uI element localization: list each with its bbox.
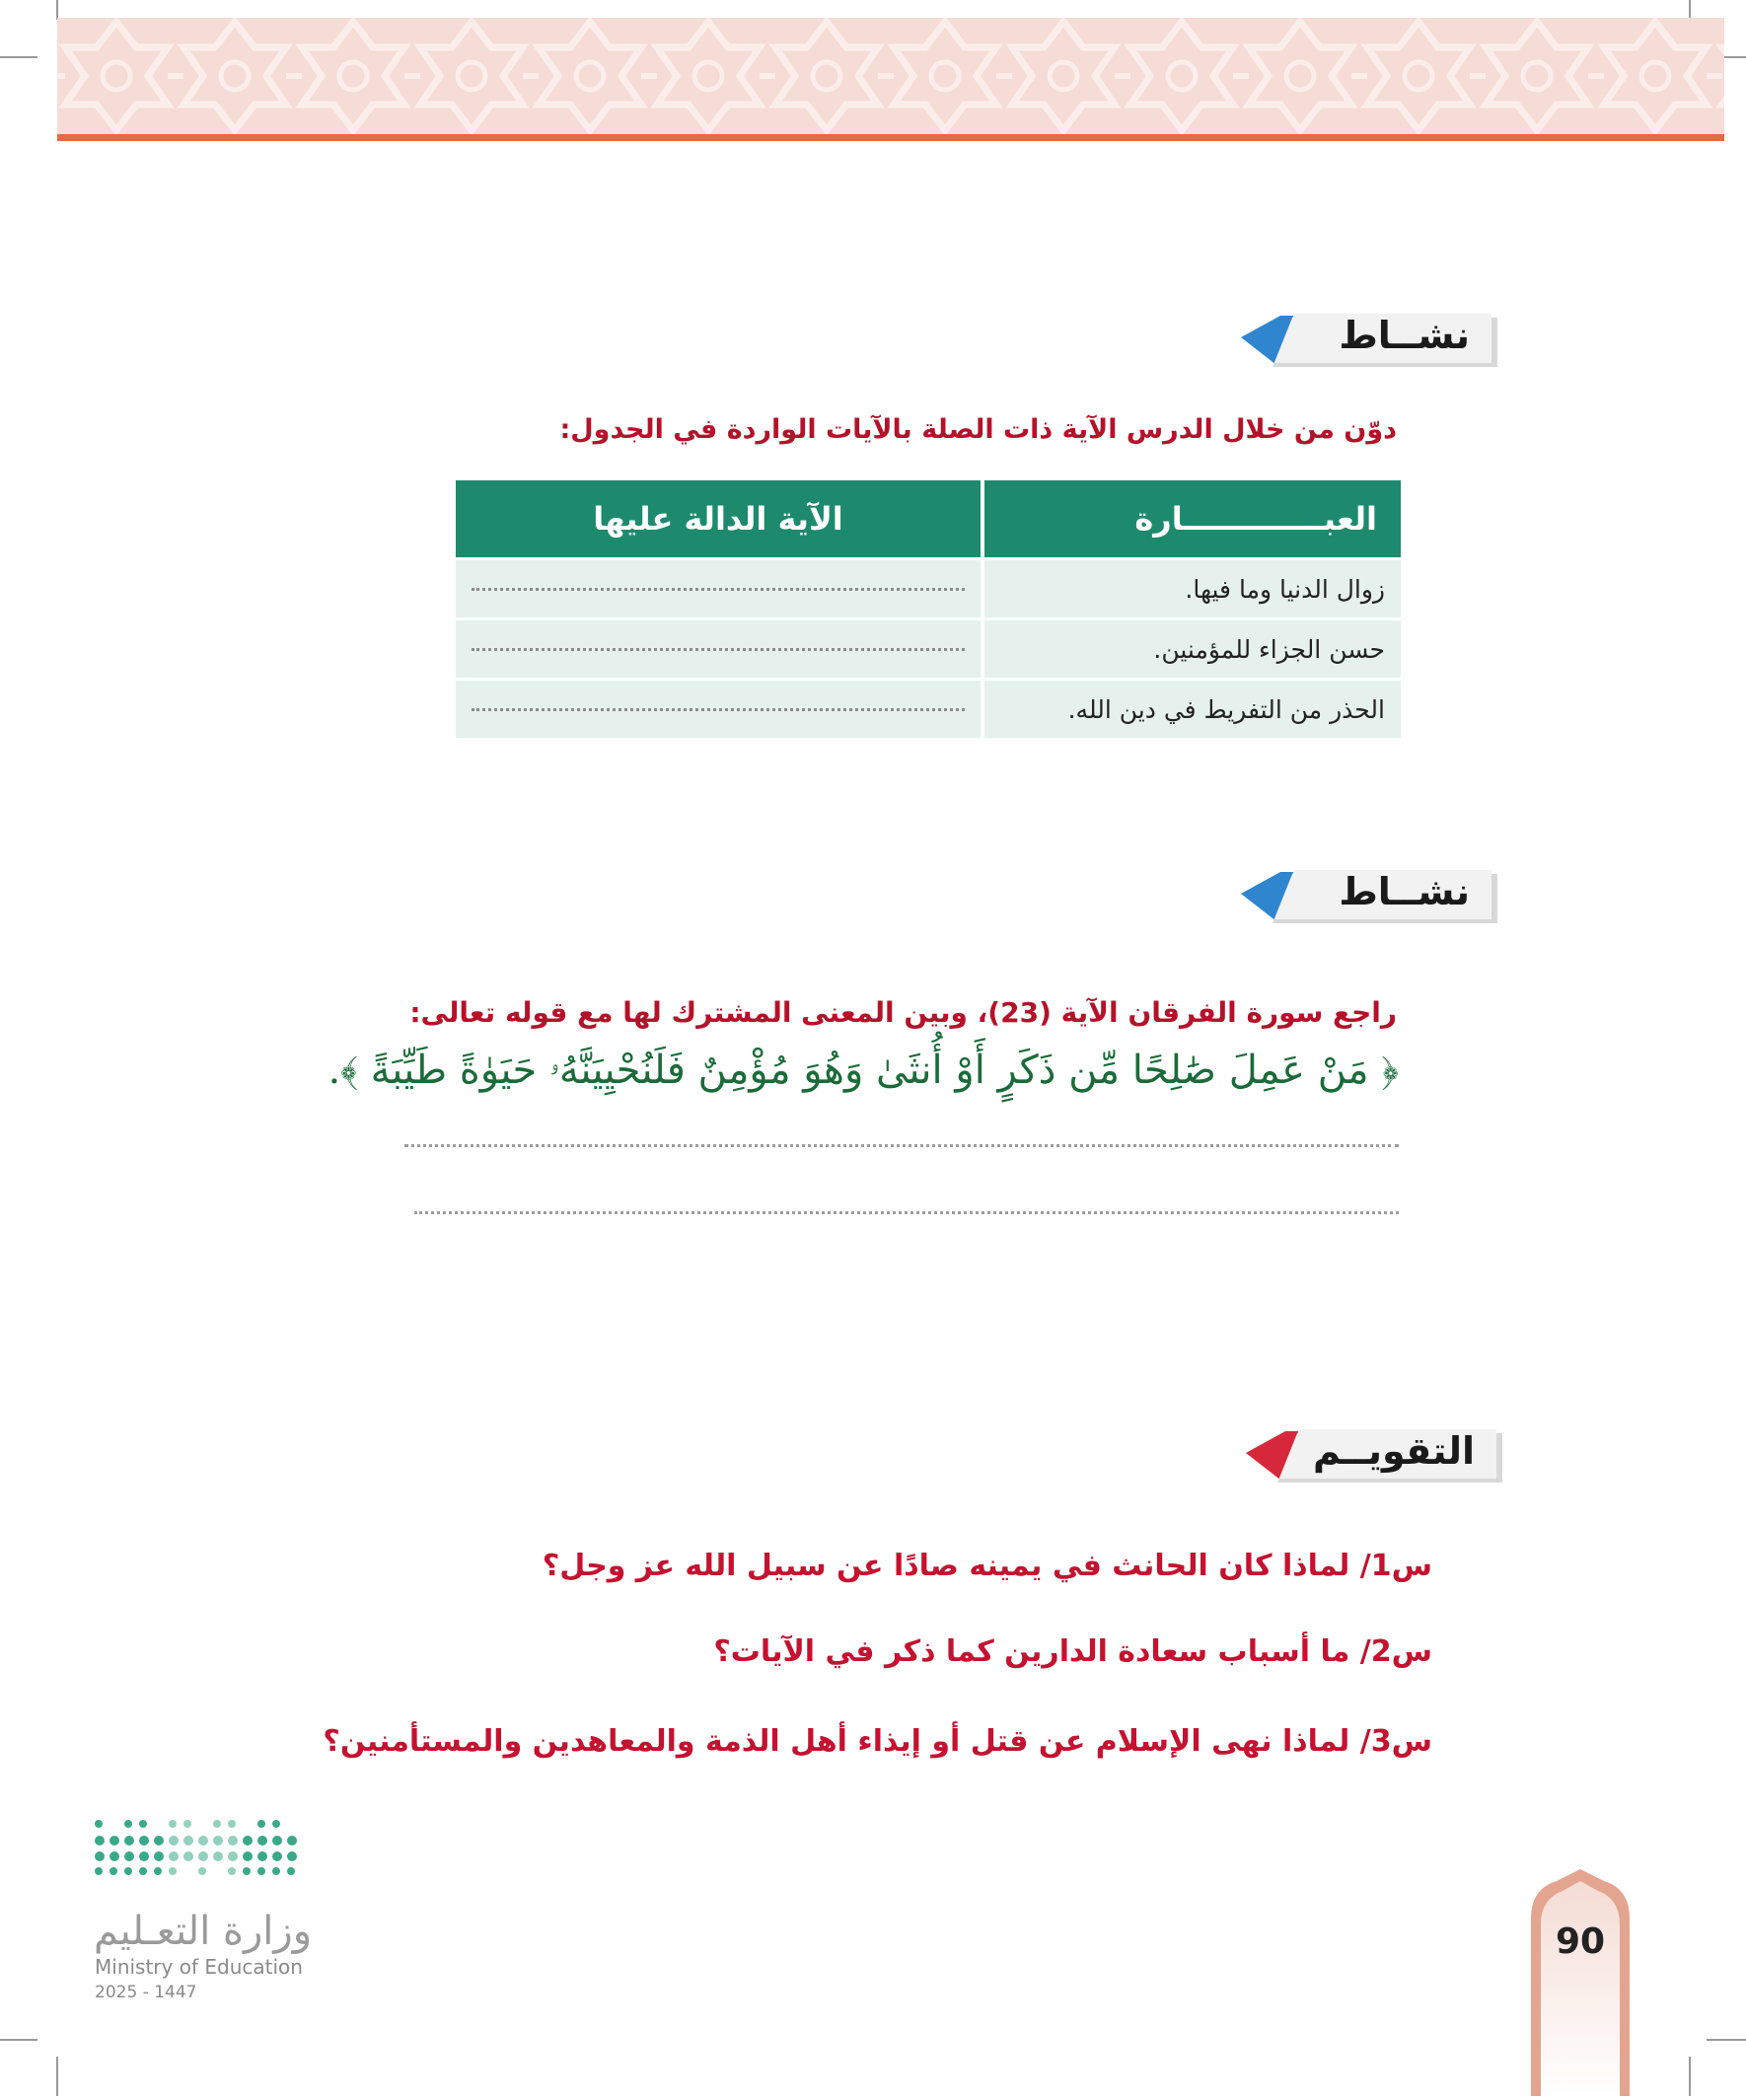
- logo-dot: [183, 1836, 193, 1846]
- logo-dot: [139, 1851, 149, 1861]
- logo-dot: [109, 1836, 119, 1846]
- logo-dot: [169, 1851, 179, 1861]
- question-text: لماذا نهى الإسلام عن قتل أو إيذاء أهل الذمة والمعاهدين والمستأمنين؟: [323, 1724, 1350, 1759]
- logo-dot: [257, 1820, 265, 1828]
- question-1: [543, 1549, 1432, 1583]
- logo-dot: [109, 1851, 119, 1861]
- logo-dot: [124, 1867, 132, 1875]
- ministry-logo-mark: [95, 1820, 312, 1899]
- ministry-name-en: Ministry of Education: [95, 1955, 303, 1979]
- question-number: س2/: [1359, 1634, 1432, 1669]
- logo-dot: [257, 1851, 267, 1861]
- crop-mark: [1707, 2039, 1746, 2041]
- table-header-verse: الآية الدالة عليها: [456, 480, 981, 557]
- logo-dot: [124, 1820, 132, 1828]
- logo-dot: [228, 1836, 238, 1846]
- edition-year: 2025 - 1447: [95, 1983, 197, 2002]
- table-cell-answer[interactable]: [456, 617, 981, 678]
- answer-dotted-line: [472, 708, 965, 711]
- ministry-name-ar: وزارة التعـليم: [94, 1909, 313, 1954]
- logo-dot: [243, 1851, 253, 1861]
- table-row: [456, 557, 1401, 617]
- activity-table: [456, 480, 1401, 738]
- logo-dot: [154, 1836, 164, 1846]
- table-row: [456, 617, 1401, 678]
- crop-mark: [0, 2039, 37, 2041]
- logo-dot: [272, 1851, 282, 1861]
- table-cell-answer[interactable]: [456, 557, 981, 617]
- header-pattern-band: [57, 18, 1724, 134]
- section-title: نشــاط: [1339, 870, 1470, 913]
- geometric-pattern: [57, 18, 1724, 134]
- logo-dot: [213, 1836, 223, 1846]
- table-header-phrase: العبـــــــــــــارة: [981, 480, 1401, 557]
- logo-dot: [198, 1851, 208, 1861]
- logo-dot: [154, 1867, 162, 1875]
- crop-mark: [1689, 2057, 1691, 2096]
- logo-dot: [272, 1820, 280, 1828]
- logo-dot: [95, 1867, 103, 1875]
- page-number: 90: [1555, 1921, 1606, 1962]
- logo-dot: [228, 1820, 236, 1828]
- page-number-badge: [1527, 1869, 1634, 2096]
- logo-dot: [139, 1836, 149, 1846]
- logo-dot: [169, 1836, 179, 1846]
- answer-dotted-line: [472, 588, 965, 591]
- table-cell-phrase: حسن الجزاء للمؤمنين.: [981, 617, 1401, 678]
- question-text: لماذا كان الحانث في يمينه صادًا عن سبيل الله عز وجل؟: [542, 1549, 1350, 1583]
- crop-mark: [0, 56, 37, 58]
- logo-dot: [198, 1836, 208, 1846]
- answer-dotted-line: [472, 648, 965, 651]
- logo-dot: [287, 1867, 295, 1875]
- logo-dot: [109, 1867, 117, 1875]
- logo-dot: [287, 1836, 297, 1846]
- crop-mark: [56, 2057, 58, 2096]
- quran-verse: ﴿ مَنْ عَمِلَ صَٰلِحًا مِّن ذَكَرٍ أَوْ أُنثَىٰ وَهُوَ مُؤْمِنٌ فَلَنُحْيِيَنَّهُۥ حَيَوٰةً طَيِّبَةً ﴾.: [327, 1048, 1399, 1093]
- activity1-instruction: دوّن من خلال الدرس الآية ذات الصلة بالآيات الواردة في الجدول:: [559, 414, 1397, 445]
- logo-dot: [124, 1836, 134, 1846]
- logo-dot: [213, 1851, 223, 1861]
- crop-mark: [56, 0, 58, 20]
- logo-dot: [243, 1867, 251, 1875]
- table-row: [456, 678, 1401, 738]
- question-2: [713, 1634, 1432, 1669]
- logo-dot: [272, 1836, 282, 1846]
- logo-dot: [139, 1867, 147, 1875]
- logo-dot: [139, 1820, 147, 1828]
- logo-dot: [183, 1851, 193, 1861]
- logo-dot: [228, 1867, 236, 1875]
- section-tab-activity-1: [1233, 308, 1499, 373]
- logo-dot: [95, 1820, 103, 1828]
- answer-line-1[interactable]: [404, 1144, 1399, 1147]
- logo-dot: [198, 1867, 206, 1875]
- header-divider-line: [57, 134, 1724, 141]
- section-tab-activity-2: [1233, 864, 1499, 929]
- logo-dot: [213, 1820, 221, 1828]
- section-title: التقويــم: [1312, 1429, 1475, 1473]
- logo-dot: [272, 1867, 280, 1875]
- logo-dot: [169, 1867, 177, 1875]
- section-tab-evaluation: [1238, 1423, 1504, 1488]
- table-header-row: [456, 480, 1401, 557]
- logo-dot: [154, 1851, 164, 1861]
- table-cell-answer[interactable]: [456, 678, 981, 738]
- question-text: ما أسباب سعادة الدارين كما ذكر في الآيات؟: [713, 1634, 1350, 1669]
- logo-dot: [228, 1851, 238, 1861]
- logo-dot: [287, 1851, 297, 1861]
- logo-dot: [95, 1851, 105, 1861]
- logo-dot: [243, 1836, 253, 1846]
- table-cell-phrase: الحذر من التفريط في دين الله.: [981, 678, 1401, 738]
- activity2-instruction: راجع سورة الفرقان الآية (23)، وبين المعنى المشترك لها مع قوله تعالى:: [409, 996, 1397, 1029]
- logo-dot: [95, 1836, 105, 1846]
- badge-arch-icon: [1527, 1869, 1634, 2096]
- question-number: س1/: [1359, 1549, 1432, 1583]
- question-3: [323, 1724, 1432, 1759]
- logo-dot: [124, 1851, 134, 1861]
- logo-dot: [257, 1867, 265, 1875]
- logo-dot: [169, 1820, 177, 1828]
- answer-line-2[interactable]: [414, 1211, 1399, 1214]
- logo-dot: [257, 1836, 267, 1846]
- logo-dot: [183, 1820, 191, 1828]
- question-number: س3/: [1359, 1724, 1432, 1759]
- table-cell-phrase: زوال الدنيا وما فيها.: [981, 557, 1401, 617]
- section-title: نشــاط: [1339, 314, 1470, 357]
